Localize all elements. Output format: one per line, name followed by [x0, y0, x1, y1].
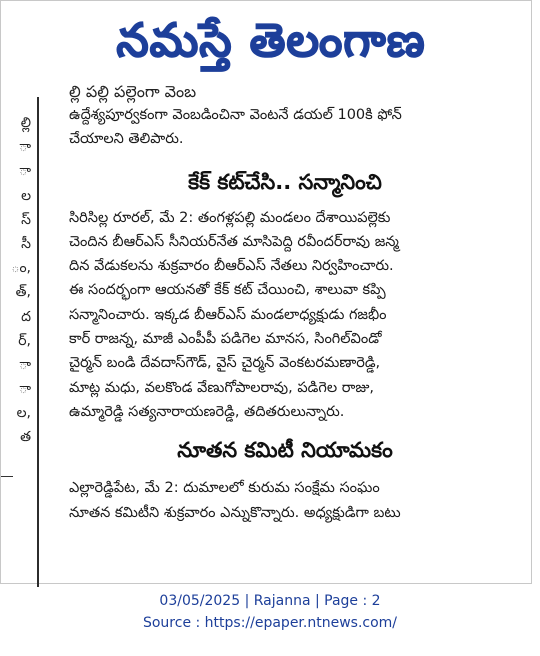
text-line: దిన వేడుకలను శుక్రవారం బీఆర్ఎస్ నేతలు నిర్వహించారు.	[69, 258, 394, 275]
fragment: ల	[21, 187, 31, 204]
text-line: నూతన కమిటీని శుక్రవారం ఎన్నుకొన్నారు. అధ్యక్షుడిగా బటు	[69, 504, 401, 521]
column-divider	[37, 97, 39, 587]
date-edition-page: 03/05/2025 | Rajanna | Page : 2	[159, 593, 381, 609]
text-line: ఉద్దేశ్యపూర్వకంగా వెంబడించినా వెంటనే డయల్ 100కి ఫోన్	[69, 107, 402, 123]
masthead-title: నమస్తే తెలంగాణ	[116, 13, 426, 67]
text-line: చైర్మన్ బండి దేవదాస్‌గౌడ్, వైస్ చైర్మన్ వెంకటరమణారెడ్డి,	[69, 355, 381, 372]
text-line: ఈ సందర్భంగా ఆయనతో కేక్ కట్ చేయించి, శాలువా కప్పి	[69, 282, 386, 299]
separator-dash	[1, 476, 13, 477]
text-line: ఎల్లారెడ్డిపేట, మే 2: దుమాలలో కురుమ సంక్షేమ సంఘం	[69, 480, 380, 497]
fragment: ల్లి	[20, 115, 31, 131]
fragment: త	[20, 429, 31, 446]
fragment: ా	[19, 139, 31, 156]
clipping-footer	[0, 590, 540, 634]
newspaper-masthead	[71, 7, 471, 73]
article2-paragraph	[69, 206, 501, 425]
fragment: త్,	[15, 284, 31, 301]
fragment: సీ	[21, 235, 31, 252]
article1-paragraph	[69, 103, 501, 152]
fragment: ద	[21, 308, 31, 325]
source-link[interactable]: Source : https://epaper.ntnews.com/	[142, 615, 398, 631]
fragment: ం,	[11, 260, 31, 277]
article2-headline: కేక్ కట్‌చేసి.. సన్మానించి	[188, 169, 382, 194]
fragment: ా	[19, 356, 31, 373]
article3-paragraph	[69, 476, 501, 525]
text-line: చేయాలని తెలిపారు.	[69, 131, 184, 148]
fragment: ర్,	[18, 332, 31, 349]
text-line: సన్మానించారు. ఇక్కడ బీఆర్ఎస్ మండలాధ్యక్షుడు గజభీం	[69, 306, 387, 323]
text-line: సిరిసిల్ల రూరల్, మే 2: తంగళ్లపల్లి మండలం దేశాయిపల్లెకు	[69, 209, 391, 226]
article-body	[69, 82, 501, 525]
text-line: చెందిన బీఆర్ఎస్ సీనియర్‌నేత మాసిపెద్ది రవీందర్‌రావు జన్మ	[69, 233, 399, 250]
fragment: స్	[21, 211, 31, 228]
adjacent-column-fragments	[1, 111, 35, 477]
text-line: కార్ రాజన్న, మాజీ ఎంపీపీ పడిగెల మానస, సింగిల్‌విండో	[69, 331, 382, 348]
fragment: ా	[19, 163, 31, 180]
fragment: ల,	[16, 405, 31, 422]
article3-headline: నూతన కమిటీ నియామకం	[177, 438, 393, 463]
clipped-top-line: ల్లి పల్లి పల్లెంగా వెంబ	[69, 82, 197, 101]
text-line: మాట్ల మధు, వలకొండ వేణుగోపాలరావు, పడిగెల రాజు,	[69, 379, 374, 396]
text-line: ఉమ్మారెడ్డి సత్యనారాయణరెడ్డి, తదితరులున్నారు.	[69, 403, 345, 420]
fragment: ా	[19, 381, 31, 398]
